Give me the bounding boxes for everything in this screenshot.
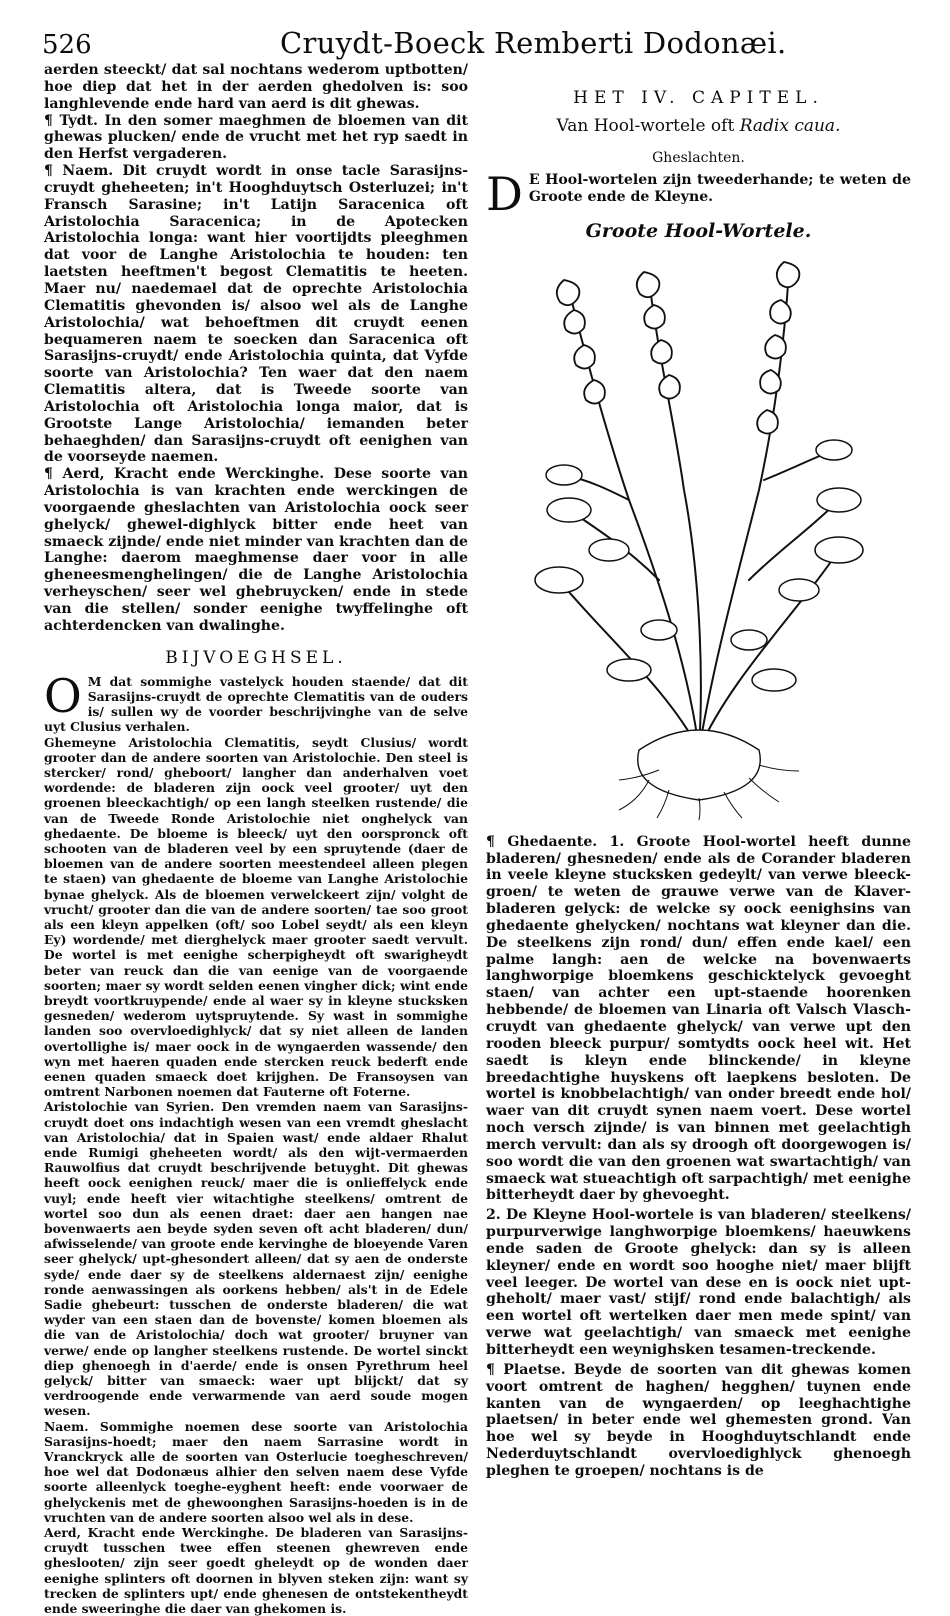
paragraph-plaetse: ¶ Plaetse. Beyde de soorten van dit ghewas komen voort omtrent de haghen/ hegghen/ tuynen ende kanten van de wyngaerden/ op leeghachtighe plaetsen/ in beter ende wel ghemesten grond. Van hoe wel sy beyde in Hooghduytschlandt ende Nederduytschlandt overvloedighlyck ghenoegh pleghen te groepen/ nochtans is de xyxy=(486,1361,911,1479)
geslachten-heading: Gheslachten. xyxy=(652,150,745,166)
chapter-subtitle-text: Van Hool-wortele oft xyxy=(556,116,735,136)
paragraph-ghedaente: ¶ Ghedaente. 1. Groote Hool-wortel heeft dunne bladeren/ ghesneden/ ende als de Corander bladeren in veele kleyne stucksken gedeylt/ van verwe bleeck-groen/ te weten de grauwe verwe van de Klaver-bladeren gelyck: de welcke sy oock eenighsins van ghedaente ghelycken/ nochtans wat kleyner dan die. De steelkens zijn rond/ dun/ effen ende kael/ een palme langh: aen de welcke na bovenwaerts langhworpige bloemkens geschicktelyck gevoeght staen/ van achter een upt-staende hoorenken hebbende/ de bloemen van Linaria oft Valsch Vlasch-cruydt van ghedaente ghelyck/ van verwe upt den rooden bleeck purpur/ somtydts oock heel wit. Het saedt is kleyn ende blinckende/ in kleyne breedachtighe huyskens oft laepkens besloten. De wortel is knobbelachtigh/ van onder breedt ende hol/ waer van dit cruydt synen naem voert. Dese wortel noch versch zijnde/ is van binnen met geelachtigh merch vervult: dan als sy droogh oft doorgewogen is/ soo wordt die van den groenen wat swartachtigh/ van smaeck wat stueachtigh oft sarpachtigh/ met eenighe bitterheydt daer by ghevoeght. xyxy=(486,833,911,1204)
chapter-subtitle-latin: Radix caua. xyxy=(739,116,841,136)
paragraph-naem: ¶ Naem. Dit cruydt wordt in onse tacle Sarasijns-cruydt gheheeten; in't Hooghduytsch Osterluzei; in't Fransch Sarasine; in't Latijn Saracenica oft Aristolochia Saracenica; in de Apotecken Aristolochia longa: want hier voortijdts pleeghmen dat voor de Langhe Aristolochia te houden: ten laetsten heeftmen't begost Clematitis te heeten. Maer nu/ naedemael dat de oprechte Aristolochia Clematitis ghevonden is/ alsoo wel als de Langhe Aristolochia/ wat behoeftmen dit cruydt eenen bequameren naem te soecken dan Saracenica oft Sarasijns-cruydt/ ende Aristolochia quinta, dat Vyfde soorte van Aristolochia? Ten waer dat den naem Clematitis altera, dat is Tweede soorte van Aristolochia oft Aristolochia longa maior, dat is Grootste Lange Aristolochia/ iemanden beter behaeghden/ dan Sarasijns-cruydt oft eenighen van de voorseyde naemen. xyxy=(44,163,468,466)
paragraph-tydt: ¶ Tydt. In den somer maeghmen de bloemen van dit ghewas plucken/ ende de vrucht met het ryp saedt in den Herfst vergaderen. xyxy=(44,112,468,163)
geslachten-paragraph xyxy=(486,167,911,221)
page-number: 526 xyxy=(42,30,92,60)
left-column xyxy=(44,62,468,1616)
geslachten-text: E Hool-wortelen zijn tweederhande; te weten de Groote ende de Kleyne. xyxy=(528,172,911,205)
paragraph-kleyne: 2. De Kleyne Hool-wortele is van bladeren/ steelkens/ purpurverwige langhworpige bloemkens/ haeuwkens ende saden de Groote ghelyck: dan sy is alleen kleyner/ ende en wordt soo hooghe niet/ maer blijft veel leeger. De wortel van dese en is oock niet upt-gheholt/ maer vast/ stijf/ rond ende balachtigh/ als een wortel oft wertelken daer men mede spint/ van verwe wat geelachtigh/ van smaeck met eenighe bitterheydt een weynighsken tesamen-treckende. xyxy=(486,1207,911,1358)
chapter-heading: HET IV. CAPITEL. xyxy=(573,88,824,108)
paragraph-naem-bijv: Naem. Sommighe noemen dese soorte van Aristolochia Sarasijns-hoedt; maer den naem Sarrasine wordt in Vranckryck alle de soorten van Osterlucie toegheschreven/ hoe wel dat Dodonæus alhier den selven naem dese Vyfde soorte alleenlyck toeghe-eyghent heeft: ende voorwaer de ghelyckenis met de ghewoonghen Sarasijns-hoeden is in de vruchten van de andere soorten alsoo wel als in dese. xyxy=(44,1418,468,1525)
bijvoeghsel-heading: BIJVOEGHSEL. xyxy=(165,647,347,668)
paragraph-clematitis: Ghemeyne Aristolochia Clematitis, seydt Clusius/ wordt grooter dan de andere soorten van Aristolochie. Den steel is stercker/ rond/ gheboort/ langher dan anderhalven voet wordende: de bladeren zijn oock veel grooter/ uyt den groenen bleeckachtigh/ op een langh steelken rustende/ die van de Tweede Ronde Aristolochie niet onghelyck van ghedaente. De bloeme is bleeck/ uyt den oorspronck oft schooten van de bladeren veel by een spruytende (daer de bloemen van de andere soorten meestendeel alleen plegen te staen) van ghedaente de bloeme van Langhe Aristolochie bynae ghelyck. Als de bloemen verwelckeert zijn/ volght de vrucht/ grooter dan die van de andere soorten/ tae soo groot als een kleyn appelken (oft/ soo Lobel seydt/ als een kleyn Ey) wordende/ met dierghelyck maer grooter saedt vervult. De wortel is met eenighe scherpigheydt oft swarigheydt beter van reuck dan die van eenige van de voorgaende soorten; maer sy wordt selden eenen vingher dick; wint ende breydt voortkruypende/ ende al waer sy in kleyne stucksken gesneden/ wederom uytspruytende. Sy wast in sommighe landen soo overvloedighlyck/ dat sy niet alleen de landen overtollighe is/ maer oock in de wyngaerden wassende/ den wyn met haeren quaden ende stercken reuck bederft ende eenen quaden smaeck doet krijghen. De Fransoysen van omtrent Narbonen noemen dat Fauterne oft Foterne. xyxy=(44,734,468,1100)
paragraph-aerd: ¶ Aerd, Kracht ende Werckinghe. Dese soorte van Aristolochia is van krachten ende werckingen de voorgaende gheslachten van Aristolochia oock seer ghelyck/ ghewel-dighlyck bitter ende heet van smaeck zijnde/ ende niet minder van krachten dan de Langhe: daerom maeghmense daer voor in alle gheneesmenghelingen/ die de Langhe Aristolochia verheyschen/ seer wel ghebruycken/ ende in stede van die stellen/ sonder eenighe twyffelinghe oft achterdencken van dwalinghe. xyxy=(44,466,468,634)
chapter-subtitle xyxy=(486,116,911,136)
plant-title: Groote Hool-Wortele. xyxy=(585,219,812,242)
paragraph-aerd-bijv: Aerd, Kracht ende Werckinghe. De bladeren van Sarasijns-cruydt tusschen twee effen steenen ghewreven ende gheslooten/ zijn seer goedt gheleydt op de wonden daer eenighe splinters oft doornen in blyven steken zijn: want sy trecken de splinters upt/ ende ghenesen de ontstekentheydt ende sweeringhe die daer van ghekomen is. xyxy=(44,1525,468,1616)
plant-woodcut-illustration xyxy=(509,250,889,820)
bijvoeghsel-intro xyxy=(44,668,468,735)
running-head: Cruydt-Boeck Remberti Dodonæi. xyxy=(280,26,787,60)
drop-cap: D xyxy=(486,167,523,221)
paragraph: aerden steeckt/ dat sal nochtans wederom uptbotten/ hoe diep dat het in der aerden ghedolven is: soo langhlevende ende hard van aerd is dit ghewas. xyxy=(44,62,468,112)
right-column xyxy=(486,88,911,1588)
drop-cap: O xyxy=(44,668,82,723)
paragraph-syrien: Aristolochie van Syrien. Den vremden naem van Sarasijns-cruydt doet ons indachtigh wesen van een vremdt gheslacht van Aristolochia/ dat in Spaien wast/ ende aldaer Rhalut ende Rumigi gheheeten wordt/ als den wijt-vermaerden Rauwolfius dat cruydt beschrijvende betuyght. Dit ghewas heeft oock eenighen reuck/ maer die is onlieffelyck ende vuyl; ende heeft vier witachtighe steelkens/ omtrent de wortel soo dun als eenen draet: daer aen hangen nae bovenwaerts aen beyde syden seven oft acht bladeren/ dun/ afwisselende/ van groote ende kervinghe de bloeyende Varen seer ghelyck/ upt-ghesondert alleen/ dat sy aen de onderste syde/ ende daer sy de steelkens aldernaest zijn/ eenighe ronde aenwassingen als oorkens hebben/ als't in de Edele Sadie ghebeurt: tusschen de onderste bladeren/ die wat wyder van een staen dan de bovenste/ komen bloemen als die van de Aristolochia/ doch wat grooter/ bruyner van verwe/ ende op langher steelkens rustende. De wortel sinckt diep ghenoegh in d'aerde/ ende is onsen Pyrethrum heel gelyck/ bitter van smaeck: waer upt blijckt/ dat sy verdroogende ende verwarmende van aerd soude mogen wesen. xyxy=(44,1099,468,1419)
bijvoeghsel-intro-text: M dat sommighe vastelyck houden staende/ dat dit Sarasijns-cruydt de oprechte Clematitis van de ouders is/ sullen wy de voorder beschrijvinghe van de selve uyt Clusius verhalen. xyxy=(44,673,468,735)
